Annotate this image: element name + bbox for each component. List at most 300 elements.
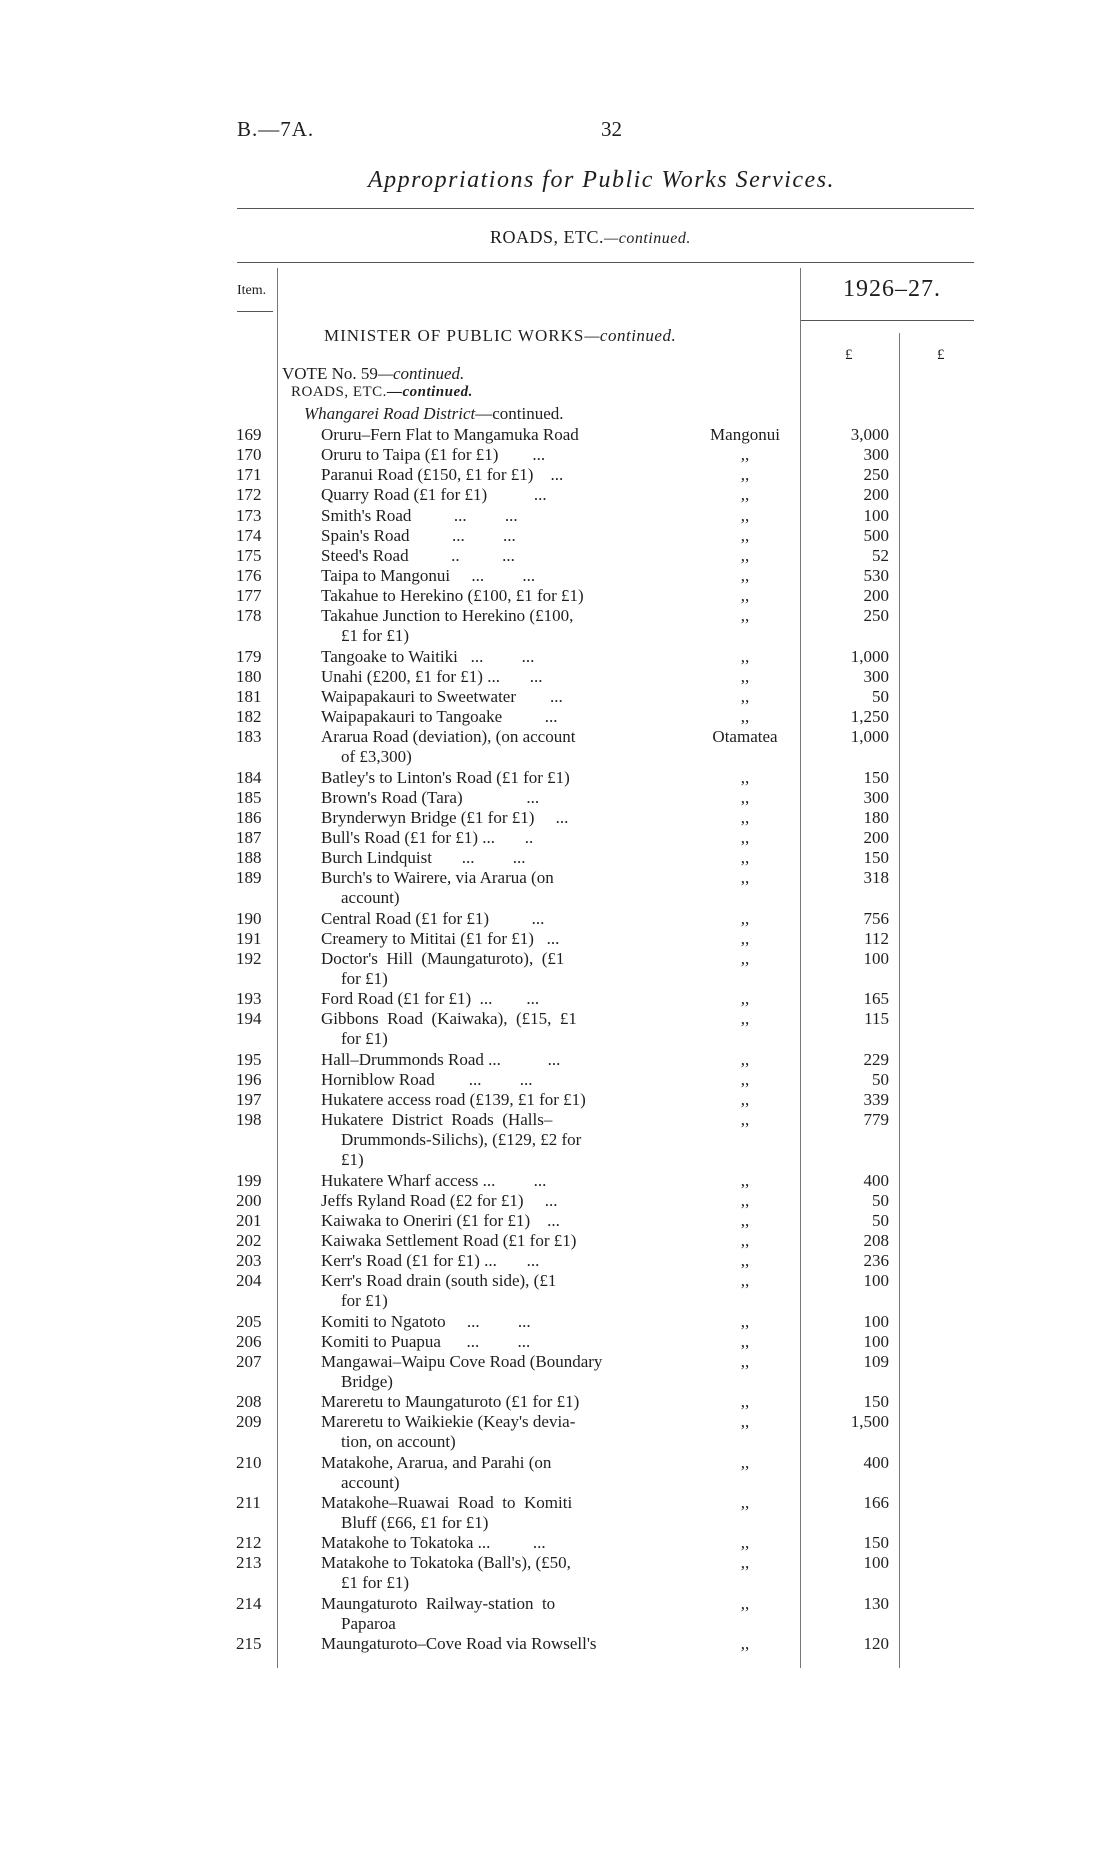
item-amount: 300 [863,788,889,807]
section-label: ROADS, ETC. [490,227,605,247]
table-top-rule [237,262,974,263]
description-continuation: for £1) [341,1291,388,1310]
description-line: Oruru–Fern Flat to Mangamuka Road [321,425,579,444]
item-amount: 100 [863,506,889,525]
item-amount: 530 [863,566,889,585]
item-description [321,1171,546,1191]
item-amount: 50 [872,687,889,706]
item-number: 188 [236,848,262,867]
table-row [0,707,1114,727]
item-amount: 250 [863,606,889,625]
item-description [321,808,568,828]
table-row [0,1332,1114,1352]
item-number: 169 [236,425,262,444]
table-row [0,425,1114,445]
item-amount: 130 [863,1594,889,1613]
item-description [321,667,542,687]
item-district: ,, [740,1009,750,1028]
item-district: ,, [740,949,750,968]
item-amount: 339 [863,1090,889,1109]
item-number: 190 [236,909,262,928]
item-amount: 52 [872,546,889,565]
description-continuation: for £1) [341,969,388,988]
item-district: ,, [740,929,750,948]
description-line: Taipa to Mangonui ... ... [321,566,536,585]
item-number: 181 [236,687,262,706]
item-district: ,, [740,465,750,484]
item-amount: 50 [872,1191,889,1210]
item-number: 189 [236,868,262,887]
table-row [0,989,1114,1009]
item-amount: 120 [863,1634,889,1653]
item-number: 202 [236,1231,262,1250]
table-row [0,445,1114,465]
description-line: Mangawai–Waipu Cove Road (Boundary [321,1352,603,1371]
description-line: Gibbons Road (Kaiwaka), (£15, £1 [321,1009,577,1028]
description-line: Hukatere Wharf access ... ... [321,1171,547,1190]
item-number: 213 [236,1553,262,1572]
description-line: Mareretu to Maungaturoto (£1 for £1) [321,1392,580,1411]
item-description [321,606,573,646]
item-number: 185 [236,788,262,807]
item-district: Otamatea [712,727,778,746]
vote-heading [282,364,464,384]
item-amount: 300 [863,445,889,464]
item-amount: 100 [863,1271,889,1290]
description-line: Waipapakauri to Sweetwater ... [321,687,563,706]
item-amount: 50 [872,1070,889,1089]
document-reference: B.—7A. [237,117,315,141]
description-continuation: for £1) [341,1029,388,1048]
description-line: Spain's Road ... ... [321,526,516,545]
item-amount: 115 [864,1009,889,1028]
item-amount: 100 [863,1312,889,1331]
item-description [321,909,544,929]
item-amount: 3,000 [850,425,889,444]
table-row [0,909,1114,929]
item-district: ,, [740,808,750,827]
table-row [0,1009,1114,1048]
item-description [321,727,575,767]
description-line: Hukatere District Roads (Halls– [321,1110,553,1129]
description-line: Kerr's Road (£1 for £1) ... ... [321,1251,540,1270]
item-district: Mangonui [710,425,780,444]
item-number: 179 [236,647,262,666]
item-amount: 229 [863,1050,889,1069]
description-line: Jeffs Ryland Road (£2 for £1) ... [321,1191,558,1210]
item-district: ,, [740,1392,750,1411]
description-line: Hukatere access road (£139, £1 for £1) [321,1090,586,1109]
table-row [0,768,1114,788]
item-district: ,, [740,1412,750,1431]
description-line: Bull's Road (£1 for £1) ... .. [321,828,534,847]
item-district: ,, [740,1533,750,1552]
description-line: Central Road (£1 for £1) ... [321,909,545,928]
item-number: 205 [236,1312,262,1331]
item-description [321,526,516,546]
item-amount: 166 [863,1493,889,1512]
description-line: Kaiwaka to Oneriri (£1 for £1) ... [321,1211,560,1230]
description-line: Hall–Drummonds Road ... ... [321,1050,561,1069]
section-heading [490,227,691,248]
table-row [0,1271,1114,1310]
description-line: Creamery to Mititai (£1 for £1) ... [321,929,560,948]
description-line: Batley's to Linton's Road (£1 for £1) [321,768,570,787]
item-amount: 200 [863,586,889,605]
item-description [321,828,533,848]
item-district: ,, [740,1594,750,1613]
item-amount: 400 [863,1453,889,1472]
item-number: 182 [236,707,262,726]
item-amount: 500 [863,526,889,545]
description-line: Waipapakauri to Tangoake ... [321,707,558,726]
item-description [321,1070,533,1090]
item-description [321,1533,546,1553]
table-row [0,1453,1114,1492]
item-district: ,, [740,868,750,887]
district-heading [304,404,564,424]
item-number: 207 [236,1352,262,1371]
subsection-heading [291,384,473,401]
item-amount: 200 [863,485,889,504]
table-row [0,485,1114,505]
title-rule [237,208,974,209]
description-line: Mareretu to Waikiekie (Keay's devia- [321,1412,576,1431]
vote-continued: —continued. [377,364,465,383]
item-description [321,1050,560,1070]
item-district: ,, [740,445,750,464]
item-district: ,, [740,1050,750,1069]
year-header-rule [800,320,974,321]
item-amount: 208 [863,1231,889,1250]
item-district: ,, [740,1553,750,1572]
item-description [321,1634,597,1654]
table-row [0,848,1114,868]
item-amount: 300 [863,667,889,686]
item-amount: 400 [863,1171,889,1190]
item-district: ,, [740,1171,750,1190]
item-district: ,, [740,1211,750,1230]
minister-heading [324,326,676,346]
item-number: 170 [236,445,262,464]
item-number: 177 [236,586,262,605]
item-amount: 112 [864,929,889,948]
item-description [321,1312,531,1332]
subsection-label: ROADS, ETC. [291,384,387,400]
table-row [0,1251,1114,1271]
item-number: 183 [236,727,262,746]
item-district: ,, [740,1271,750,1290]
item-description [321,788,539,808]
table-row [0,647,1114,667]
item-district: ,, [740,989,750,1008]
item-number: 198 [236,1110,262,1129]
district-label: Whangarei Road District [304,404,476,423]
table-row [0,667,1114,687]
item-district: ,, [740,687,750,706]
description-continuation: account) [341,888,400,907]
item-district: ,, [740,1312,750,1331]
item-description [321,1271,556,1311]
description-line: Komiti to Puapua ... ... [321,1332,531,1351]
description-line: Komiti to Ngatoto ... ... [321,1312,531,1331]
item-amount: 1,250 [850,707,889,726]
item-description [321,586,584,606]
item-amount: 150 [863,768,889,787]
item-district: ,, [740,1332,750,1351]
item-district: ,, [740,1493,750,1512]
description-line: Maungaturoto Railway-station to [321,1594,556,1613]
description-line: Brown's Road (Tara) ... [321,788,540,807]
item-description [321,868,554,908]
item-number: 215 [236,1634,262,1653]
item-description [321,1251,539,1271]
item-district: ,, [740,647,750,666]
item-number: 180 [236,667,262,686]
item-description [321,1191,558,1211]
item-amount: 200 [863,828,889,847]
description-line: Matakohe–Ruawai Road to Komiti [321,1493,573,1512]
minister-label: MINISTER OF PUBLIC WORKS [324,326,585,345]
description-line: Unahi (£200, £1 for £1) ... ... [321,667,543,686]
item-description [321,687,563,707]
item-number: 176 [236,566,262,585]
vote-label: VOTE No. 59 [282,364,378,383]
item-number: 187 [236,828,262,847]
item-number: 193 [236,989,262,1008]
item-amount: 100 [863,1332,889,1351]
item-district: ,, [740,667,750,686]
table-row [0,566,1114,586]
description-line: Takahue Junction to Herekino (£100, [321,606,574,625]
table-row [0,1352,1114,1391]
table-row [0,1412,1114,1451]
description-line: Doctor's Hill (Maungaturoto), (£1 [321,949,565,968]
item-district: ,, [740,1352,750,1371]
item-amount: 250 [863,465,889,484]
item-description [321,1453,551,1493]
item-description [321,1553,571,1593]
table-row [0,1392,1114,1412]
table-row [0,1312,1114,1332]
item-description [321,647,534,667]
table-row [0,808,1114,828]
description-continuation: Bluff (£66, £1 for £1) [341,1513,489,1532]
description-line: Ford Road (£1 for £1) ... ... [321,989,540,1008]
table-row [0,1553,1114,1592]
description-line: Burch Lindquist ... ... [321,848,526,867]
table-row [0,526,1114,546]
item-amount: 1,000 [850,727,889,746]
item-number: 206 [236,1332,262,1351]
item-amount: 236 [863,1251,889,1270]
table-row [0,1191,1114,1211]
item-description [321,1412,575,1452]
item-number: 204 [236,1271,262,1290]
item-number: 208 [236,1392,262,1411]
item-district: ,, [740,828,750,847]
item-number: 195 [236,1050,262,1069]
table-row [0,586,1114,606]
table-row [0,1090,1114,1110]
item-number: 197 [236,1090,262,1109]
description-line: Kaiwaka Settlement Road (£1 for £1) [321,1231,577,1250]
item-description [321,506,518,526]
description-line: Tangoake to Waitiki ... ... [321,647,535,666]
item-district: ,, [740,485,750,504]
table-row [0,1050,1114,1070]
item-amount: 100 [863,949,889,968]
table-row [0,606,1114,645]
item-number: 191 [236,929,262,948]
item-amount: 100 [863,1553,889,1572]
item-district: ,, [740,707,750,726]
item-description [321,848,525,868]
table-row [0,506,1114,526]
item-district: ,, [740,1231,750,1250]
item-description [321,1211,560,1231]
table-row [0,1493,1114,1532]
item-amount: 779 [863,1110,889,1129]
table-row [0,1211,1114,1231]
description-continuation: £1 for £1) [341,1573,409,1592]
item-header-underline [237,311,273,312]
item-district: ,, [740,848,750,867]
item-district: ,, [740,1090,750,1109]
item-amount: 150 [863,1392,889,1411]
table-row [0,1231,1114,1251]
item-number: 186 [236,808,262,827]
item-description [321,1352,602,1392]
section-continued: —continued. [604,230,691,247]
description-line: Kerr's Road drain (south side), (£1 [321,1271,557,1290]
item-description [321,1110,581,1170]
item-description [321,1392,579,1412]
description-continuation: £1) [341,1150,364,1169]
item-district: ,, [740,788,750,807]
description-continuation: Paparoa [341,1614,396,1633]
item-amount: 150 [863,1533,889,1552]
table-row [0,546,1114,566]
table-row [0,949,1114,988]
description-line: Burch's to Wairere, via Ararua (on [321,868,554,887]
description-line: Matakohe, Ararua, and Parahi (on [321,1453,552,1472]
item-amount: 1,500 [850,1412,889,1431]
item-description [321,546,515,566]
item-district: ,, [740,506,750,525]
item-number: 210 [236,1453,262,1472]
item-number: 203 [236,1251,262,1270]
table-row [0,465,1114,485]
item-district: ,, [740,1453,750,1472]
item-description [321,465,563,485]
item-number: 196 [236,1070,262,1089]
item-number: 175 [236,546,262,565]
item-district: ,, [740,546,750,565]
item-column-header: Item. [237,283,267,298]
description-continuation: tion, on account) [341,1432,456,1451]
item-number: 209 [236,1412,262,1431]
year-header: 1926–27. [843,276,941,302]
table-row [0,687,1114,707]
item-amount: 1,000 [850,647,889,666]
item-description [321,989,539,1009]
description-line: Smith's Road ... ... [321,506,518,525]
description-line: Matakohe to Tokatoka ... ... [321,1533,546,1552]
table-row [0,1594,1114,1633]
description-continuation: £1 for £1) [341,626,409,645]
item-district: ,, [740,1634,750,1653]
item-amount: 756 [863,909,889,928]
description-continuation: of £3,300) [341,747,412,766]
description-line: Horniblow Road ... ... [321,1070,533,1089]
description-line: Steed's Road .. ... [321,546,515,565]
page-number: 32 [601,117,622,141]
page-title: Appropriations for Public Works Services. [368,167,836,193]
table-row [0,1171,1114,1191]
item-district: ,, [740,1070,750,1089]
description-line: Oruru to Taipa (£1 for £1) ... [321,445,546,464]
description-continuation: Bridge) [341,1372,393,1391]
item-district: ,, [740,909,750,928]
item-description [321,485,547,505]
item-description [321,445,545,465]
description-continuation: Drummonds-Silichs), (£129, £2 for [341,1130,582,1149]
item-district: ,, [740,768,750,787]
item-district: ,, [740,1191,750,1210]
description-continuation: account) [341,1473,400,1492]
item-number: 211 [236,1493,261,1512]
table-row [0,1070,1114,1090]
item-amount: 50 [872,1211,889,1230]
item-description [321,425,579,445]
item-amount: 180 [863,808,889,827]
item-amount: 165 [863,989,889,1008]
minister-continued: —continued. [584,326,677,345]
table-row [0,788,1114,808]
item-description [321,1009,577,1049]
item-district: ,, [740,586,750,605]
description-line: Paranui Road (£150, £1 for £1) ... [321,465,564,484]
table-row [0,929,1114,949]
item-description [321,1332,530,1352]
item-description [321,768,570,788]
subsection-continued: —continued. [386,384,473,400]
item-number: 173 [236,506,262,525]
item-amount: 318 [863,868,889,887]
item-description [321,929,559,949]
table-row [0,727,1114,766]
item-district: ,, [740,1251,750,1270]
description-line: Ararua Road (deviation), (on account [321,727,576,746]
item-description [321,1594,555,1634]
item-district: ,, [740,606,750,625]
description-line: Quarry Road (£1 for £1) ... [321,485,547,504]
description-line: Takahue to Herekino (£100, £1 for £1) [321,586,584,605]
table-row [0,1110,1114,1169]
table-row [0,1634,1114,1654]
item-description [321,707,557,727]
description-line: Brynderwyn Bridge (£1 for £1) ... [321,808,569,827]
item-description [321,566,535,586]
description-line: Matakohe to Tokatoka (Ball's), (£50, [321,1553,571,1572]
description-line: Maungaturoto–Cove Road via Rowsell's [321,1634,597,1653]
item-number: 178 [236,606,262,625]
item-district: ,, [740,566,750,585]
item-description [321,1231,576,1251]
item-number: 201 [236,1211,262,1230]
item-number: 194 [236,1009,262,1028]
